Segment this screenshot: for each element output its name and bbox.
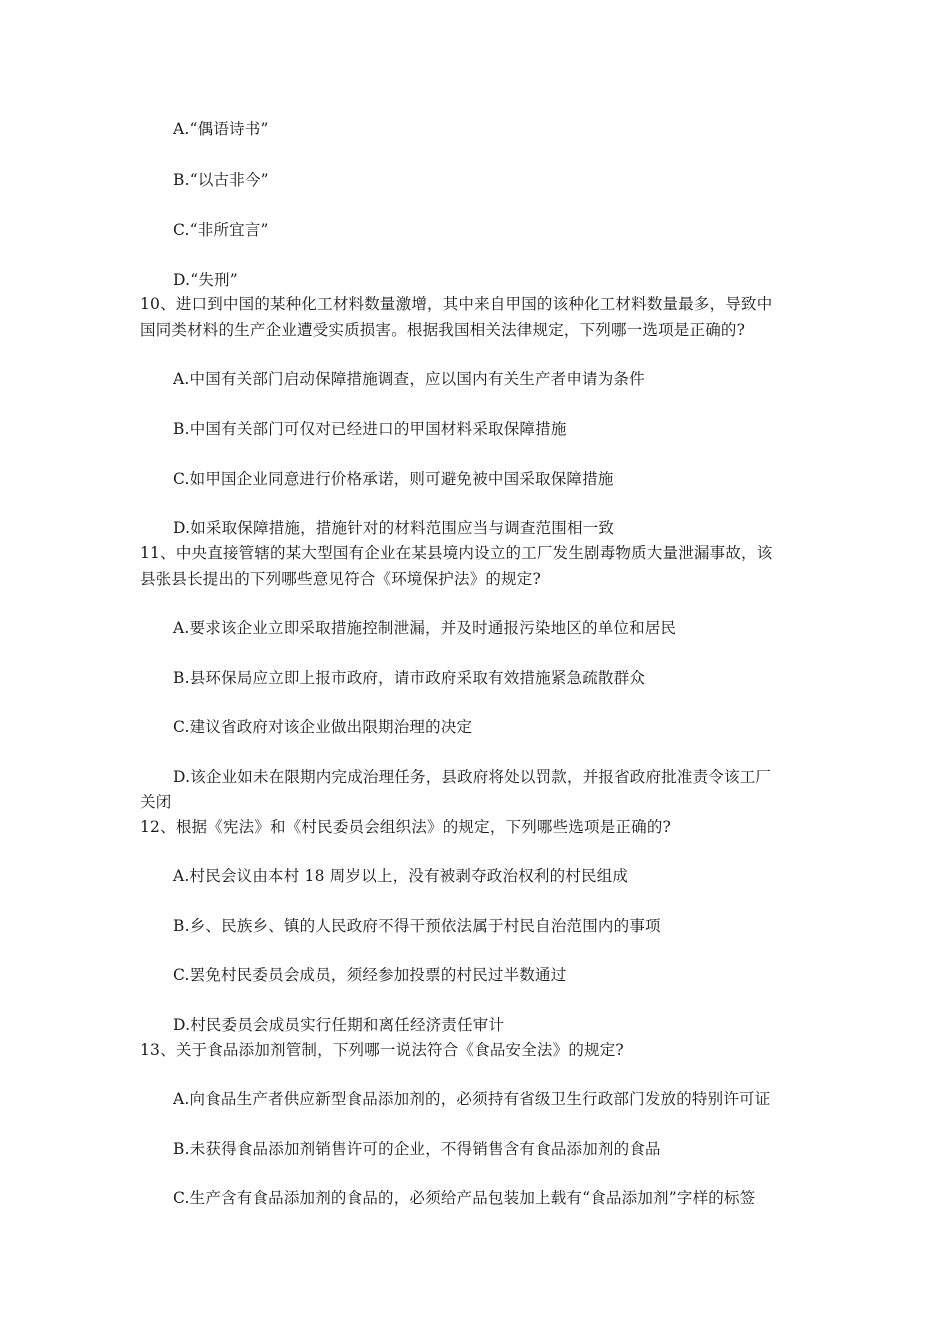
option-line: C.建议省政府对该企业做出限期治理的决定 [173,718,473,736]
option-line: A.中国有关部门启动保障措施调查，应以国内有关生产者申请为条件 [173,370,645,388]
option-line: B.“以古非今” [173,171,269,189]
option-line: A.“偶语诗书” [173,120,269,138]
option-line: D.村民委员会成员实行任期和离任经济责任审计 [173,1016,505,1034]
option-line: A.村民会议由本村 18 周岁以上，没有被剥夺政治权利的村民组成 [173,867,629,885]
option-continued: 关闭 [140,793,172,811]
question-13: 13、关于食品添加剂管制，下列哪一说法符合《食品安全法》的规定? [140,1041,624,1059]
option-line: B.乡、民族乡、镇的人民政府不得干预依法属于村民自治范围内的事项 [173,917,661,935]
option-line: A.要求该企业立即采取措施控制泄漏，并及时通报污染地区的单位和居民 [173,619,677,637]
option-line: C.生产含有食品添加剂的食品的，必须给产品包装加上载有“食品添加剂”字样的标签 [173,1189,756,1207]
question-12: 12、根据《宪法》和《村民委员会组织法》的规定，下列哪些选项是正确的? [140,818,672,836]
question-10: 10、进口到中国的某种化工材料数量激增，其中来自甲国的该种化工材料数量最多，导致中 [140,295,773,313]
option-line: A.向食品生产者供应新型食品添加剂的，必须持有省级卫生行政部门发放的特别许可证 [173,1090,771,1108]
question-11: 11、中央直接管辖的某大型国有企业在某县境内设立的工厂发生剧毒物质大量泄漏事故，该 [140,544,773,562]
question-continued: 县张县长提出的下列哪些意见符合《环境保护法》的规定? [140,570,542,588]
option-line: C.如甲国企业同意进行价格承诺，则可避免被中国采取保障措施 [173,470,614,488]
option-line: B.中国有关部门可仅对已经进口的甲国材料采取保障措施 [173,420,567,438]
option-line: D.该企业如未在限期内完成治理任务，县政府将处以罚款，并报省政府批准责令该工厂 [173,768,772,786]
option-line: C.罢免村民委员会成员，须经参加投票的村民过半数通过 [173,966,567,984]
option-line: D.如采取保障措施，措施针对的材料范围应当与调查范围相一致 [173,519,615,537]
option-line: B.未获得食品添加剂销售许可的企业，不得销售含有食品添加剂的食品 [173,1140,661,1158]
question-continued: 国同类材料的生产企业遭受实质损害。根据我国相关法律规定，下列哪一选项是正确的? [140,321,746,339]
option-line: C.“非所宜言” [173,221,269,239]
option-line: B.县环保局应立即上报市政府，请市政府采取有效措施紧急疏散群众 [173,669,646,687]
option-line: D.“失刑” [173,271,238,289]
